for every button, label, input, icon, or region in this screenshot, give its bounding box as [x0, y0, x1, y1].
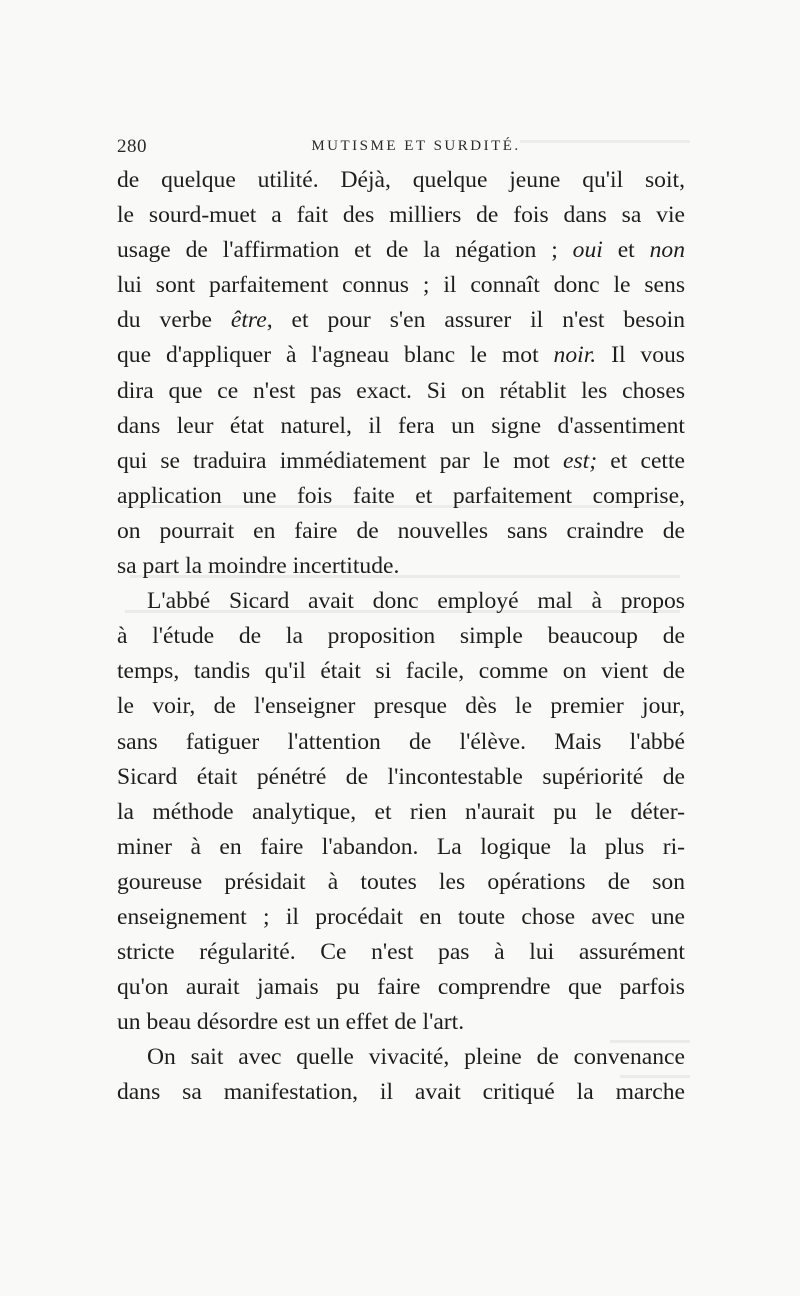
text-line: on pourrait en faire de nouvelles sans craindre de	[117, 517, 685, 544]
text-line: On sait avec quelle vivacité, pleine de convenance	[147, 1044, 685, 1071]
text-line: le sourd-muet a fait des milliers de fois dans sa vie	[117, 202, 685, 229]
running-title: MUTISME ET SURDITÉ.	[311, 138, 521, 154]
body-text	[117, 163, 685, 1111]
text-line: miner à en faire l'abandon. La logique la plus ri-	[117, 833, 685, 860]
text-line: dans leur état naturel, il fera un signe d'assentiment	[117, 412, 685, 439]
text-line: le voir, de l'enseigner presque dès le premier jour,	[117, 693, 685, 720]
text-line: dans sa manifestation, il avait critiqué la marche	[117, 1079, 685, 1106]
text-line: goureuse présidait à toutes les opérations de son	[117, 868, 685, 895]
text-line: usage de l'affirmation et de la négation ; oui et non	[117, 237, 685, 264]
text-line: à l'étude de la proposition simple beaucoup de	[117, 623, 685, 650]
text-line: que d'appliquer à l'agneau blanc le mot noir. Il vous	[117, 342, 685, 369]
text-line: lui sont parfaitement connus ; il connaît donc le sens	[117, 272, 685, 299]
text-line: enseignement ; il procédait en toute chose avec une	[117, 903, 685, 930]
text-line: qui se traduira immédiatement par le mot est; et cette	[117, 447, 685, 474]
paragraph-3	[117, 1040, 685, 1110]
text-line: sa part la moindre incertitude.	[117, 553, 400, 580]
page-number: 280	[117, 136, 147, 157]
text-line: sans fatiguer l'attention de l'élève. Mais l'abbé	[117, 728, 685, 755]
text-line: la méthode analytique, et rien n'aurait pu le déter-	[117, 798, 685, 825]
text-line: temps, tandis qu'il était si facile, comme on vient de	[117, 658, 685, 685]
paragraph-2	[117, 584, 685, 1040]
text-line: L'abbé Sicard avait donc employé mal à propos	[147, 588, 685, 615]
text-line: de quelque utilité. Déjà, quelque jeune qu'il soit,	[117, 167, 685, 193]
paragraph-1	[117, 163, 685, 584]
text-line: dira que ce n'est pas exact. Si on rétablit les choses	[117, 377, 685, 404]
page-header	[117, 132, 685, 162]
text-line: qu'on aurait jamais pu faire comprendre que parfois	[117, 974, 685, 1001]
text-line: un beau désordre est un effet de l'art.	[117, 1009, 465, 1036]
text-line: stricte régularité. Ce n'est pas à lui assurément	[117, 939, 685, 966]
text-line: application une fois faite et parfaitement comprise,	[117, 482, 685, 509]
text-line: Sicard était pénétré de l'incontestable supériorité de	[117, 763, 685, 790]
text-line: du verbe être, et pour s'en assurer il n'est besoin	[117, 307, 685, 334]
